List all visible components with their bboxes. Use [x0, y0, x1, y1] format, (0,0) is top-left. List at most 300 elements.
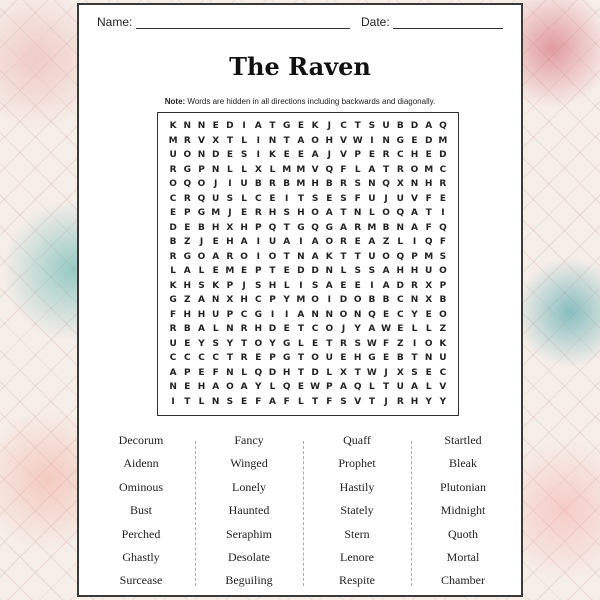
- grid-letter: U: [396, 382, 404, 393]
- grid-letter: B: [169, 237, 177, 248]
- grid-letter: J: [242, 280, 246, 291]
- grid-letter: E: [425, 150, 432, 161]
- grid-letter: S: [198, 280, 205, 291]
- grid-letter: T: [425, 208, 432, 219]
- grid-letter: Z: [397, 338, 404, 349]
- column-divider: [411, 441, 412, 586]
- grid-letter: R: [439, 179, 447, 190]
- grid-letter: R: [340, 338, 347, 349]
- name-label: Name:: [97, 15, 133, 29]
- grid-letter: S: [240, 150, 248, 161]
- grid-letter: M: [225, 266, 235, 277]
- grid-letter: L: [354, 164, 361, 175]
- grid-letter: I: [256, 237, 260, 248]
- grid-letter: K: [325, 251, 333, 262]
- grid-letter: X: [396, 367, 404, 378]
- grid-letter: L: [298, 338, 304, 349]
- grid-letter: Q: [183, 179, 192, 190]
- grid-letter: D: [268, 367, 277, 378]
- grid-letter: E: [198, 367, 205, 378]
- grid-letter: R: [169, 164, 177, 175]
- grid-letter: S: [255, 280, 262, 291]
- grid-letter: M: [424, 164, 434, 175]
- grid-letter: B: [439, 295, 447, 306]
- grid-letter: N: [226, 324, 234, 335]
- grid-letter: E: [411, 135, 418, 146]
- grid-letter: A: [411, 208, 418, 219]
- grid-letter: T: [297, 324, 304, 335]
- grid-letter: L: [298, 396, 304, 407]
- grid-letter: E: [383, 309, 390, 320]
- grid-letter: B: [396, 121, 404, 132]
- grid-letter: B: [183, 324, 191, 335]
- grid-letter: G: [283, 121, 291, 132]
- grid-letter: L: [241, 367, 247, 378]
- grid-letter: B: [254, 179, 262, 190]
- grid-letter: U: [439, 353, 447, 364]
- grid-letter: Q: [439, 222, 447, 233]
- grid-letter: Q: [311, 222, 319, 233]
- grid-letter: N: [410, 295, 419, 306]
- page-title: The Raven: [229, 52, 371, 81]
- grid-letter: E: [340, 280, 347, 291]
- grid-letter: B: [382, 222, 390, 233]
- grid-letter: U: [425, 266, 433, 277]
- grid-letter: T: [326, 338, 333, 349]
- grid-letter: J: [228, 208, 232, 219]
- grid-letter: Q: [396, 208, 405, 219]
- grid-letter: N: [325, 309, 334, 320]
- grid-letter: X: [425, 280, 433, 291]
- grid-letter: P: [411, 251, 418, 262]
- grid-letter: C: [169, 353, 177, 364]
- grid-letter: N: [183, 121, 192, 132]
- grid-letter: E: [212, 121, 219, 132]
- column-divider: [195, 441, 196, 586]
- name-line: [136, 16, 350, 29]
- grid-letter: K: [269, 150, 276, 161]
- grid-letter: D: [297, 266, 305, 277]
- grid-letter: C: [254, 193, 262, 204]
- grid-letter: W: [366, 338, 377, 349]
- grid-letter: A: [240, 382, 248, 393]
- grid-letter: U: [325, 353, 333, 364]
- grid-letter: G: [325, 222, 333, 233]
- grid-letter: O: [439, 309, 447, 320]
- grid-letter: Q: [439, 121, 447, 132]
- word-item: Ghastly: [122, 549, 160, 564]
- date-label: Date:: [361, 15, 390, 29]
- grid-letter: R: [254, 208, 262, 219]
- grid-letter: A: [240, 237, 248, 248]
- grid-letter: S: [340, 396, 347, 407]
- grid-letter: R: [354, 222, 362, 233]
- grid-letter: F: [170, 309, 177, 320]
- word-item: Chamber: [441, 573, 485, 588]
- grid-letter: R: [240, 353, 248, 364]
- word-item: Lenore: [340, 549, 374, 564]
- grid-letter: O: [439, 266, 447, 277]
- grid-letter: A: [212, 251, 220, 262]
- grid-letter: U: [268, 237, 277, 248]
- grid-letter: X: [254, 164, 262, 175]
- grid-letter: I: [270, 309, 275, 320]
- grid-letter: U: [368, 193, 376, 204]
- grid-letter: M: [438, 135, 448, 146]
- grid-letter: F: [212, 367, 219, 378]
- grid-letter: O: [240, 251, 248, 262]
- grid-letter: A: [411, 222, 418, 233]
- grid-letter: R: [240, 324, 248, 335]
- grid-letter: A: [340, 382, 347, 393]
- grid-letter: H: [424, 179, 433, 190]
- grid-letter: L: [227, 164, 233, 175]
- grid-letter: M: [282, 164, 292, 175]
- grid-letter: X: [212, 135, 220, 146]
- grid-letter: C: [240, 309, 248, 320]
- grid-letter: O: [382, 251, 390, 262]
- grid-letter: N: [268, 135, 277, 146]
- grid-letter: B: [396, 353, 404, 364]
- grid-letter: R: [382, 150, 390, 161]
- worksheet: [77, 3, 523, 597]
- grid-letter: V: [354, 396, 362, 407]
- grid-letter: N: [169, 382, 177, 393]
- grid-letter: C: [311, 324, 319, 335]
- grid-letter: E: [326, 193, 333, 204]
- word-item: Plutonian: [439, 479, 486, 494]
- grid-letter: P: [198, 164, 205, 175]
- grid-letter: I: [441, 208, 445, 219]
- grid-letter: I: [299, 237, 303, 248]
- grid-letter: S: [311, 280, 319, 291]
- grid-letter: T: [283, 251, 290, 262]
- grid-letter: O: [325, 237, 334, 248]
- grid-letter: A: [254, 121, 262, 132]
- grid-letter: M: [367, 222, 377, 233]
- grid-letter: G: [183, 251, 191, 262]
- word-column: [91, 429, 191, 593]
- word-item: Stern: [344, 526, 370, 541]
- grid-letter: T: [283, 222, 290, 233]
- grid-letter: H: [197, 382, 206, 393]
- grid-letter: Q: [382, 179, 390, 190]
- grid-letter: T: [297, 367, 304, 378]
- grid-letter: A: [368, 237, 376, 248]
- grid-letter: G: [283, 338, 291, 349]
- grid-letter: J: [384, 396, 388, 407]
- grid-letter: A: [325, 208, 333, 219]
- grid-letter: T: [269, 266, 276, 277]
- grid-letter: A: [311, 150, 319, 161]
- grid-letter: C: [439, 367, 447, 378]
- grid-letter: J: [384, 193, 388, 204]
- grid-letter: E: [283, 324, 290, 335]
- grid-letter: O: [325, 324, 334, 335]
- name-field: [97, 15, 350, 29]
- word-item: Winged: [230, 456, 268, 471]
- grid-letter: U: [396, 193, 404, 204]
- grid-letter: J: [214, 179, 218, 190]
- grid-letter: X: [226, 295, 234, 306]
- grid-letter: A: [340, 222, 347, 233]
- grid-letter: S: [354, 266, 361, 277]
- grid-letter: N: [211, 295, 220, 306]
- grid-letter: P: [254, 266, 262, 277]
- grid-letter: U: [240, 179, 248, 190]
- grid-letter: O: [424, 338, 433, 349]
- grid-letter: R: [340, 237, 347, 248]
- grid-letter: D: [226, 121, 234, 132]
- grid-letter: T: [226, 353, 233, 364]
- grid-letter: S: [226, 396, 234, 407]
- grid-letter: C: [254, 295, 262, 306]
- grid-letter: N: [211, 396, 220, 407]
- word-item: Mortal: [446, 549, 480, 564]
- grid-letter: Z: [439, 324, 447, 335]
- grid-letter: L: [269, 382, 276, 393]
- grid-letter: Y: [411, 309, 418, 320]
- grid-letter: R: [411, 280, 418, 291]
- grid-letter: T: [241, 338, 248, 349]
- grid-letter: D: [211, 150, 220, 161]
- grid-letter: Z: [184, 295, 191, 306]
- grid-letter: D: [169, 222, 177, 233]
- grid-letter: W: [366, 367, 377, 378]
- grid-letter: C: [169, 193, 177, 204]
- grid-letter: I: [171, 396, 175, 407]
- grid-letter: I: [327, 295, 331, 306]
- date-field: [361, 15, 503, 29]
- grid-letter: S: [368, 266, 376, 277]
- grid-letter: R: [269, 179, 276, 190]
- grid-letter: O: [197, 179, 206, 190]
- word-item: Seraphim: [226, 526, 272, 541]
- grid-letter: A: [425, 121, 433, 132]
- grid-letter: H: [325, 135, 334, 146]
- grid-letter: V: [439, 382, 447, 393]
- grid-letter: C: [396, 150, 404, 161]
- grid-letter: E: [241, 396, 248, 407]
- word-item: Haunted: [228, 503, 270, 518]
- grid-letter: T: [269, 121, 276, 132]
- grid-letter: D: [339, 295, 348, 306]
- word-item: Quaff: [343, 433, 371, 447]
- note-text: Words are hidden in all directions including backwards and diagonally.: [185, 97, 436, 106]
- grid-letter: I: [370, 280, 374, 291]
- grid-letter: A: [183, 266, 191, 277]
- grid-letter: A: [325, 280, 333, 291]
- grid-letter: O: [311, 208, 319, 219]
- grid-letter: A: [297, 135, 305, 146]
- grid-letter: T: [354, 121, 361, 132]
- grid-letter: L: [425, 382, 432, 393]
- word-item: Decorum: [118, 433, 164, 447]
- grid-letter: S: [283, 208, 290, 219]
- grid-letter: P: [226, 309, 234, 320]
- grid-letter: T: [383, 164, 390, 175]
- grid-letter: S: [311, 193, 319, 204]
- grid-letter: F: [354, 193, 361, 204]
- grid-letter: T: [297, 353, 304, 364]
- grid-letter: K: [169, 121, 177, 132]
- grid-letter: A: [382, 280, 390, 291]
- grid-letter: E: [241, 208, 248, 219]
- grid-letter: O: [311, 295, 319, 306]
- grid-letter: H: [410, 396, 419, 407]
- grid-letter: O: [311, 353, 319, 364]
- grid-letter: Y: [439, 396, 447, 407]
- grid-letter: T: [312, 396, 319, 407]
- word-item: Ominous: [118, 479, 163, 494]
- grid-letter: E: [283, 150, 290, 161]
- grid-letter: A: [212, 382, 220, 393]
- grid-letter: A: [169, 367, 177, 378]
- grid-letter: I: [256, 135, 260, 146]
- word-item: Startled: [444, 433, 482, 447]
- grid-letter: H: [297, 208, 305, 219]
- grid-letter: A: [382, 266, 390, 277]
- grid-letter: H: [410, 266, 419, 277]
- grid-letter: C: [183, 353, 191, 364]
- grid-letter: E: [184, 382, 191, 393]
- grid-letter: Q: [424, 237, 433, 248]
- grid-letter: E: [283, 266, 290, 277]
- grid-letter: P: [269, 353, 276, 364]
- grid-letter: E: [184, 338, 191, 349]
- grid-letter: F: [255, 396, 262, 407]
- grid-letter: Q: [353, 382, 362, 393]
- grid-letter: K: [311, 121, 319, 132]
- grid-letter: T: [354, 367, 361, 378]
- grid-letter: P: [226, 280, 234, 291]
- grid-letter: L: [326, 367, 333, 378]
- grid-letter: G: [283, 353, 291, 364]
- grid-letter: F: [439, 237, 446, 248]
- grid-letter: N: [297, 251, 305, 262]
- grid-letter: A: [311, 251, 319, 262]
- grid-letter: N: [197, 150, 206, 161]
- grid-letter: A: [311, 237, 319, 248]
- grid-letter: L: [425, 324, 432, 335]
- grid-letter: D: [424, 135, 433, 146]
- grid-letter: D: [439, 150, 447, 161]
- grid-letter: R: [340, 179, 347, 190]
- grid-letter: L: [340, 266, 347, 277]
- grid-letter: E: [212, 266, 219, 277]
- grid-letter: X: [425, 295, 433, 306]
- grid-letter: I: [412, 237, 417, 248]
- grid-letter: N: [353, 208, 362, 219]
- grid-letter: E: [354, 280, 361, 291]
- grid-letter: L: [198, 266, 205, 277]
- grid-letter: T: [368, 396, 375, 407]
- grid-letter: E: [269, 193, 276, 204]
- grid-letter: I: [412, 338, 417, 349]
- grid-letter: O: [353, 295, 362, 306]
- grid-letter: E: [425, 309, 432, 320]
- grid-letter: O: [183, 150, 192, 161]
- grid-letter: D: [410, 121, 419, 132]
- grid-letter: V: [198, 135, 205, 146]
- grid-letter: G: [396, 135, 404, 146]
- grid-letter: A: [368, 324, 376, 335]
- grid-letter: H: [254, 324, 263, 335]
- grid-letter: S: [226, 193, 234, 204]
- grid-letter: F: [340, 164, 347, 175]
- grid-letter: Q: [325, 164, 334, 175]
- date-line: [393, 16, 503, 29]
- grid-letter: N: [311, 309, 319, 320]
- grid-letter: S: [340, 193, 347, 204]
- grid-letter: J: [341, 324, 346, 335]
- grid-letter: E: [184, 222, 191, 233]
- grid-letter: M: [424, 251, 434, 262]
- grid-letter: U: [368, 251, 376, 262]
- grid-letter: P: [183, 208, 191, 219]
- grid-letter: K: [439, 338, 447, 349]
- grid-letter: N: [226, 367, 234, 378]
- grid-letter: H: [183, 309, 192, 320]
- grid-letter: P: [439, 280, 447, 291]
- grid-letter: N: [396, 222, 405, 233]
- grid-letter: N: [353, 309, 362, 320]
- grid-letter: Y: [283, 295, 290, 306]
- grid-letter: P: [325, 382, 333, 393]
- grid-letter: T: [354, 251, 361, 262]
- word-item: Respite: [339, 573, 375, 588]
- grid-letter: H: [226, 237, 234, 248]
- grid-letter: J: [384, 367, 388, 378]
- grid-letter: B: [325, 179, 333, 190]
- grid-letter: N: [368, 179, 376, 190]
- grid-letter: D: [311, 367, 319, 378]
- grid-letter: E: [255, 353, 262, 364]
- grid-letter: G: [297, 222, 305, 233]
- grid-letter: G: [368, 353, 376, 364]
- grid-letter: P: [269, 295, 276, 306]
- grid-letter: Y: [226, 338, 234, 349]
- grid-letter: E: [354, 237, 361, 248]
- grid-letter: O: [382, 208, 390, 219]
- grid-letter: N: [197, 121, 206, 132]
- grid-letter: B: [283, 179, 291, 190]
- grid-letter: X: [396, 179, 404, 190]
- grid-letter: Q: [197, 193, 206, 204]
- grid-letter: T: [184, 396, 191, 407]
- grid-letter: M: [296, 295, 306, 306]
- word-item: Beguiling: [225, 573, 273, 588]
- grid-letter: T: [283, 135, 290, 146]
- grid-letter: O: [254, 338, 263, 349]
- grid-letter: U: [382, 121, 390, 132]
- grid-letter: Y: [198, 338, 205, 349]
- word-item: Quoth: [448, 526, 478, 541]
- grid-letter: E: [368, 150, 375, 161]
- word-item: Desolate: [228, 549, 270, 564]
- grid-letter: H: [282, 367, 291, 378]
- word-column: [307, 429, 407, 593]
- grid-letter: T: [297, 193, 304, 204]
- grid-letter: Q: [282, 382, 291, 393]
- grid-letter: H: [183, 280, 192, 291]
- grid-letter: I: [370, 135, 374, 146]
- grid-letter: Q: [396, 251, 405, 262]
- grid-letter: I: [285, 309, 289, 320]
- word-column: [199, 429, 299, 593]
- grid-letter: S: [354, 338, 361, 349]
- word-item: Hastily: [339, 479, 375, 494]
